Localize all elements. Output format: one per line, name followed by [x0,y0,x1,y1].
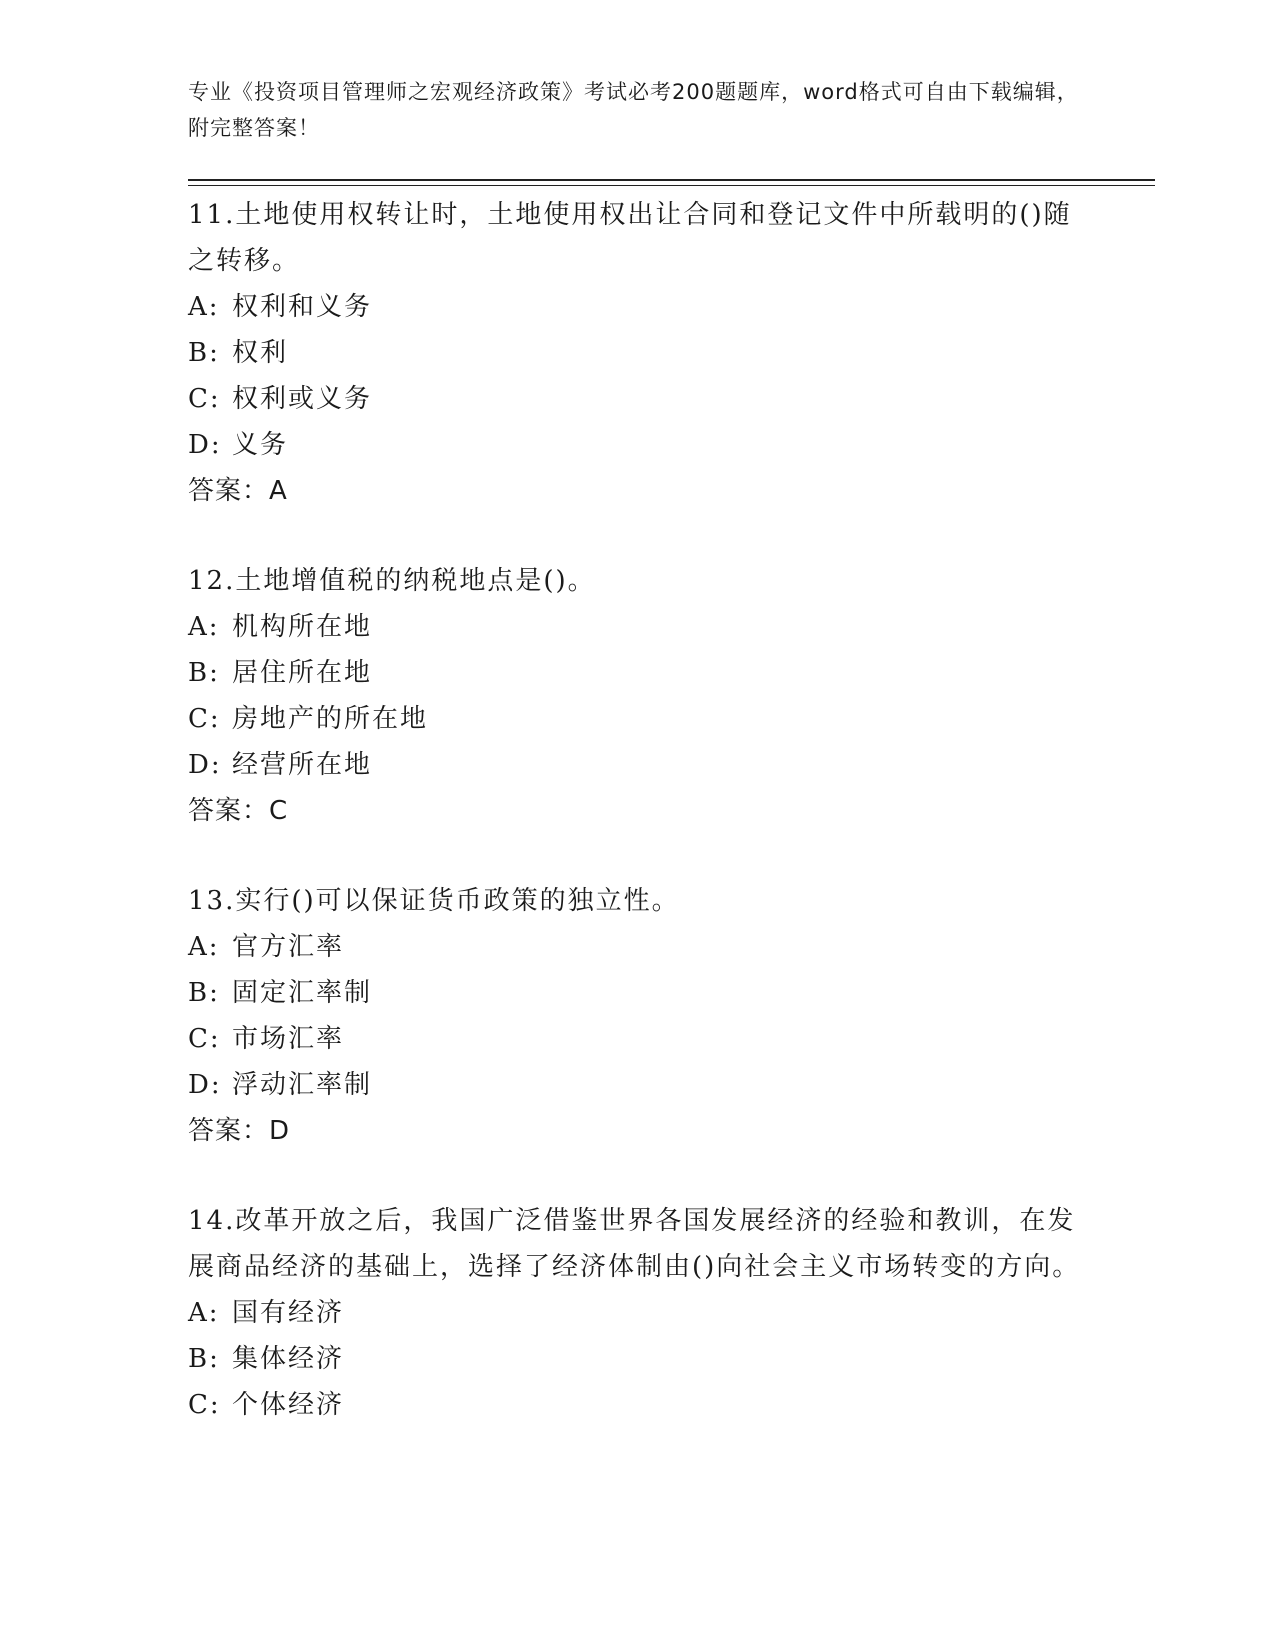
option-c [188,696,1088,742]
option-c [188,1016,1088,1062]
option-letter: D: [188,750,222,780]
option-a [188,604,1088,650]
question-text: 13.实行()可以保证货币政策的独立性。 [188,886,680,916]
question-text: 11.土地使用权转让时，土地使用权出让合同和登记文件中所载明的()随之转移。 [188,200,1072,276]
option-b [188,650,1088,696]
option-text: 权利和义务 [232,292,373,322]
option-text: 权利 [232,338,289,368]
option-d [188,742,1088,788]
option-letter: C: [188,704,221,734]
option-text: 权利或义务 [232,384,373,414]
option-letter: A: [188,1298,220,1328]
option-letter: B: [188,338,220,368]
option-d [188,422,1088,468]
option-b [188,330,1088,376]
header-divider-thin [188,185,1155,186]
option-text: 固定汇率制 [232,978,373,1008]
answer-text: 答案：D [188,1116,291,1146]
option-letter: C: [188,1390,221,1420]
document-header: 专业《投资项目管理师之宏观经济政策》考试必考200题题库，word格式可自由下载编辑，附完整答案！ [188,80,1079,140]
option-text: 个体经济 [232,1390,345,1420]
question-text: 14.改革开放之后，我国广泛借鉴世界各国发展经济的经验和教训，在发展商品经济的基础上，选择了经济体制由()向社会主义市场转变的方向。 [188,1206,1081,1282]
question-14 [188,1198,1088,1428]
question-text: 12.土地增值税的纳税地点是()。 [188,566,596,596]
option-letter: A: [188,612,220,642]
option-letter: A: [188,932,220,962]
option-text: 国有经济 [232,1298,345,1328]
question-13 [188,878,1088,1154]
answer-text: 答案：C [188,796,289,826]
option-text: 居住所在地 [232,658,373,688]
option-text: 浮动汇率制 [232,1070,373,1100]
question-list [188,192,1088,1472]
option-text: 房地产的所在地 [232,704,429,734]
option-b [188,1336,1088,1382]
option-letter: C: [188,1024,221,1054]
option-c [188,1382,1088,1428]
option-a [188,924,1088,970]
option-d [188,1062,1088,1108]
option-letter: B: [188,1344,220,1374]
question-12 [188,558,1088,834]
option-a [188,1290,1088,1336]
option-c [188,376,1088,422]
header-divider-thick [188,179,1155,181]
option-text: 官方汇率 [232,932,345,962]
option-text: 机构所在地 [232,612,373,642]
answer-text: 答案：A [188,476,288,506]
option-text: 市场汇率 [232,1024,345,1054]
option-text: 义务 [232,430,289,460]
option-text: 集体经济 [232,1344,345,1374]
option-letter: D: [188,430,222,460]
option-b [188,970,1088,1016]
question-11 [188,192,1088,514]
option-a [188,284,1088,330]
option-letter: D: [188,1070,222,1100]
option-letter: C: [188,384,221,414]
option-letter: A: [188,292,220,322]
option-letter: B: [188,658,220,688]
option-letter: B: [188,978,220,1008]
option-text: 经营所在地 [232,750,373,780]
